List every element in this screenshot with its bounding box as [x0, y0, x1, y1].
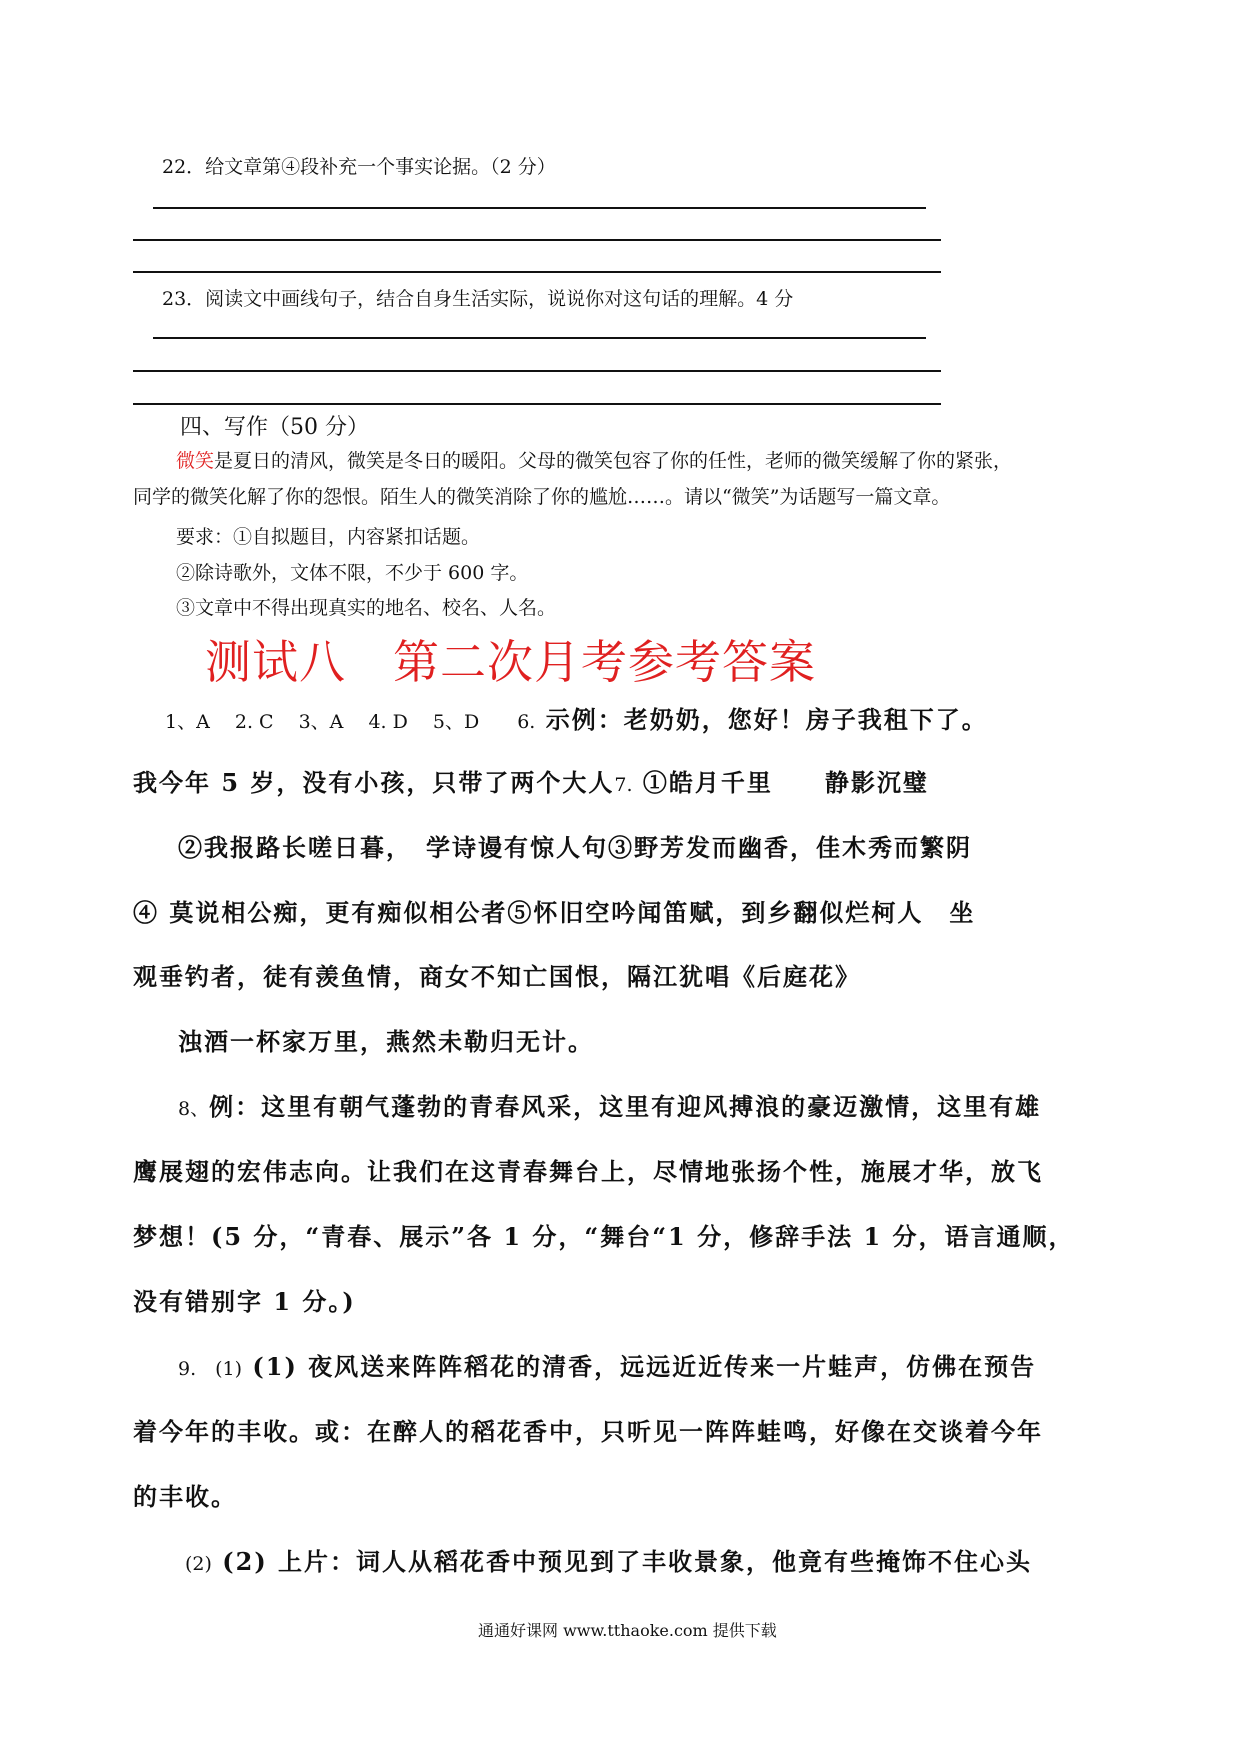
writing-heading: 四、写作（50 分）	[180, 415, 369, 440]
answer-6-text-cont: 我今年 5 岁，没有小孩，只带了两个大人	[133, 768, 615, 797]
requirement-2: ②除诗歌外，文体不限，不少于 600 字。	[176, 562, 529, 584]
prompt-line1-text: 是夏日的清风，微笑是冬日的暖阳。父母的微笑包容了你的任性，老师的微笑缓解了你的紧张，	[214, 450, 1013, 472]
answer-7-text: ①皓月千里 静影沉璧	[642, 768, 929, 797]
answer-line-9: 梦想！(5 分，“青春、展示”各 1 分，“舞台“1 分，修辞手法 1 分，语言通顺，	[133, 1222, 1075, 1251]
answer-line-13: 的丰收。	[133, 1482, 237, 1511]
answer-line	[133, 403, 941, 405]
writing-prompt-line1	[176, 446, 1012, 473]
answer-line-6: 浊酒一杯家万里，燕然未勒归无计。	[178, 1027, 594, 1056]
answer-9-number: 9. (1)	[178, 1358, 243, 1380]
answer-line-3: ②我报路长嗟日暮， 学诗谩有惊人句③野芳发而幽香，佳木秀而繁阴	[178, 833, 972, 862]
answer-line-12: 着今年的丰收。或：在醉人的稻花香中，只听见一阵阵蛙鸣，好像在交谈着今年	[133, 1417, 1043, 1446]
answer-9-2-number: (2)	[185, 1553, 212, 1575]
answer-line-8: 鹰展翅的宏伟志向。让我们在这青春舞台上，尽情地张扬个性，施展才华，放飞	[133, 1157, 1043, 1186]
answer-line	[133, 239, 941, 241]
answer-6-text: 示例：老奶奶，您好！房子我租下了。	[545, 705, 988, 734]
answer-line-7	[178, 1087, 1041, 1122]
answer-9-1-text: (1) 夜风送来阵阵稻花的清香，远远近近传来一片蛙声，仿佛在预告	[252, 1352, 1037, 1381]
answer-line-10: 没有错别字 1 分。)	[133, 1287, 356, 1316]
answer-line-14	[185, 1542, 1032, 1577]
prompt-highlight: 微笑	[176, 450, 215, 472]
answer-9-2-text: (2) 上片：词人从稻花香中预见到了丰收景象，他竟有些掩饰不住心头	[222, 1547, 1033, 1576]
requirement-3: ③文章中不得出现真实的地名、校名、人名。	[176, 597, 557, 619]
answer-7-number: 7.	[614, 774, 633, 796]
question-23: 23．阅读文中画线句子，结合自身生活实际，说说你对这句话的理解。4 分	[162, 288, 794, 310]
answer-line-1	[165, 700, 988, 735]
answer-line-5: 观垂钓者，徒有羡鱼情，商女不知亡国恨，隔江犹唱《后庭花》	[133, 962, 861, 991]
writing-prompt-line2: 同学的微笑化解了你的怨恨。陌生人的微笑消除了你的尴尬……。请以“微笑”为话题写一篇文章。	[133, 486, 951, 508]
answer-line-2	[133, 763, 929, 798]
answer-8-number: 8、	[178, 1098, 210, 1120]
answer-line-4: ④ 莫说相公痴，更有痴似相公者⑤怀旧空吟闻笛赋，到乡翻似烂柯人 坐	[133, 898, 976, 927]
answer-line	[133, 271, 941, 273]
answer-line	[153, 207, 926, 209]
answer-title: 测试八 第二次月考参考答案	[205, 635, 816, 689]
answer-line	[153, 337, 926, 339]
answers-1-6-keys: 1、A 2. C 3、A 4. D 5、D 6.	[165, 711, 536, 733]
answer-8-text: 例：这里有朝气蓬勃的青春风采，这里有迎风搏浪的豪迈激情，这里有雄	[209, 1092, 1042, 1121]
page-footer: 通通好课网 www.tthaoke.com 提供下载	[478, 1621, 777, 1640]
requirement-1: 要求：①自拟题目，内容紧扣话题。	[176, 526, 481, 548]
question-22: 22．给文章第④段补充一个事实论据。（2 分）	[162, 156, 556, 178]
answer-line-11	[178, 1347, 1036, 1382]
answer-line	[133, 370, 941, 372]
